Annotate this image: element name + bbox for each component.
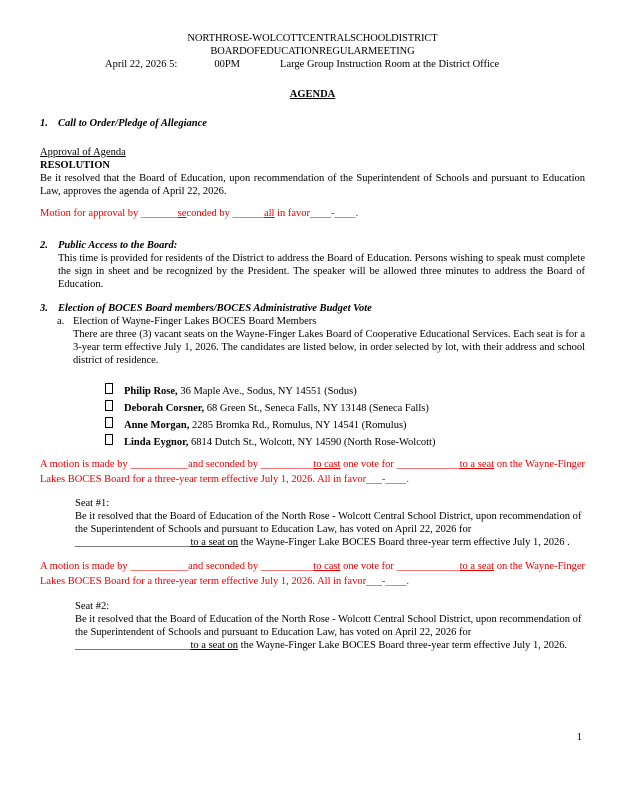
candidate-details: 2285 Bromka Rd., Romulus, NY 14541 (Romulus)	[189, 420, 407, 431]
motion-text: .	[406, 576, 409, 587]
motion-blank: ___________	[130, 561, 189, 572]
motion-text: Motion for approval by	[40, 208, 141, 219]
public-access-text: This time is provided for residents of the District to address the Board of Education. Persons wishing to speak must complete the sign in sheet and be recognized by the President. The speaker will be allowed three minutes to address the Board of Education.	[58, 253, 585, 290]
agenda-title: AGENDA	[289, 89, 336, 100]
candidate-row	[105, 383, 585, 400]
motion-text: A motion is made by	[40, 459, 131, 470]
agenda-title-row	[40, 88, 585, 101]
section-1-number: 1.	[40, 118, 48, 129]
motion-blank: ______	[232, 208, 264, 219]
motion-blank: ___________	[130, 459, 189, 470]
seat-2-heading: Seat #2:	[75, 601, 110, 612]
section-3a-letter: a.	[57, 316, 65, 327]
resolution-label: RESOLUTION	[40, 160, 111, 171]
motion-text: and seconded by	[188, 561, 261, 572]
seat-2-block	[75, 600, 585, 652]
candidate-name: Philip Rose,	[124, 386, 178, 397]
missing-glyph-bullet-icon	[105, 383, 113, 394]
approval-of-agenda-block	[40, 146, 585, 198]
motion-text: to a seat	[459, 561, 495, 572]
seat-1-heading: Seat #1:	[75, 498, 110, 509]
seat-1-block	[75, 497, 585, 549]
seat-1-resolution-text: to a seat on	[190, 537, 239, 548]
candidate-details: 36 Maple Ave., Sodus, NY 14551 (Sodus)	[177, 386, 357, 397]
motion-blank: ___-____	[366, 474, 407, 485]
candidate-details: 6814 Dutch St., Wolcott, NY 14590 (North Rose-Wolcott)	[188, 437, 436, 448]
seat-2-resolution-text: the Wayne-Finger Lake BOCES Board three-year term effective July 1, 2026.	[238, 640, 568, 651]
candidate-name: Deborah Corsner,	[124, 403, 205, 414]
section-3-title: Election of BOCES Board members/BOCES Administrative Budget Vote	[58, 303, 372, 314]
election-intro-text: There are three (3) vacant seats on the Wayne-Finger Lakes Board of Cooperative Educational Services. Each seat is for a 3-year term effective July 1, 2026. The candidates are listed below, in order selected by lot, with their address and school district of residence.	[73, 329, 585, 366]
seat-1-blank: ______________________	[75, 537, 191, 548]
motion-boces-line-2	[40, 559, 585, 589]
motion-blank: ____-____	[310, 208, 356, 219]
seat-2-blank: ______________________	[75, 640, 191, 651]
header-location: Large Group Instruction Room at the District Office	[280, 59, 500, 70]
motion-text: .	[355, 208, 359, 219]
candidate-row	[105, 417, 585, 434]
motion-text: to cast	[313, 459, 341, 470]
motion-text: A motion is made by	[40, 561, 131, 572]
section-2-number: 2.	[40, 240, 48, 251]
seat-1-resolution-text: the Wayne-Finger Lake BOCES Board three-year term effective July 1, 2026 .	[238, 537, 570, 548]
seat-2-resolution-text: Be it resolved that the Board of Education of the North Rose - Wolcott Central School District, upon recommendation of the Superintendent of Schools and pursuant to Education Law, has voted on April 22, 2026 for	[75, 614, 582, 638]
motion-blank: ____________	[396, 459, 460, 470]
section-3a-title: Election of Wayne-Finger Lakes BOCES Board Members	[73, 316, 317, 327]
motion-text: all	[263, 208, 275, 219]
header-time: 00PM	[214, 59, 241, 70]
motion-blank: ____________	[396, 561, 460, 572]
candidate-name: Linda Eygnor,	[124, 437, 189, 448]
section-2-title: Public Access to the Board:	[58, 240, 178, 251]
section-1-heading	[40, 117, 585, 130]
section-3a-heading	[57, 315, 585, 328]
motion-text: and seconded by	[188, 459, 261, 470]
candidate-name: Anne Morgan,	[124, 420, 190, 431]
seat-1-text	[75, 510, 585, 549]
motion-blank: ___-____	[366, 576, 407, 587]
resolution-text: Be it resolved that the Board of Education, upon recommendation of the Superintendent of Schools and pursuant to Education Law, approves the agenda of April 22, 2026.	[40, 173, 585, 197]
approval-heading: Approval of Agenda	[40, 147, 126, 158]
section-1-title: Call to Order/Pledge of Allegiance	[58, 118, 207, 129]
motion-blank: __________	[260, 459, 314, 470]
candidate-details: 68 Green St., Seneca Falls, NY 13148 (Seneca Falls)	[204, 403, 429, 414]
motion-text: to a seat	[459, 459, 495, 470]
motion-text: one vote for	[340, 459, 397, 470]
header-district-line: NORTH ROSE-WOLCOTT CENTRAL SCHOOL DISTRICT	[187, 33, 438, 44]
header-meeting-line: BOARD OF EDUCATION REGULAR MEETING	[210, 46, 415, 57]
missing-glyph-bullet-icon	[105, 434, 113, 445]
motion-text: .	[406, 474, 409, 485]
motion-text: on the Wayne-Finger Lakes BOCES Board for a three-year term effective July 1, 2026. All in favor	[40, 459, 585, 485]
section-3-heading	[40, 302, 585, 315]
motion-approval-line	[40, 206, 585, 221]
section-3-number: 3.	[40, 303, 48, 314]
candidate-list	[105, 383, 585, 451]
seat-2-text	[75, 613, 585, 652]
missing-glyph-bullet-icon	[105, 417, 113, 428]
motion-text: conded by	[186, 208, 233, 219]
motion-text: one vote for	[340, 561, 397, 572]
missing-glyph-bullet-icon	[105, 400, 113, 411]
candidate-row	[105, 400, 585, 417]
motion-text: se	[177, 208, 187, 219]
seat-2-resolution-text: to a seat on	[190, 640, 239, 651]
header-date-line	[40, 58, 585, 71]
motion-text: to cast	[313, 561, 341, 572]
section-2-heading	[40, 239, 585, 252]
motion-boces-line-1	[40, 457, 585, 487]
seat-1-resolution-text: Be it resolved that the Board of Education of the North Rose - Wolcott Central School District, upon recommendation of the Superintendent of Schools and pursuant to Education Law, has voted on April 22, 2026 for	[75, 511, 582, 535]
candidate-row	[105, 434, 585, 451]
motion-text: on the Wayne-Finger Lakes BOCES Board for a three-year term effective July 1, 2026. All in favor	[40, 561, 585, 587]
motion-blank: _______	[140, 208, 178, 219]
header-date: April 22, 2026 5:	[105, 59, 178, 70]
motion-text: in favor	[274, 208, 311, 219]
motion-blank: __________	[260, 561, 314, 572]
page-number: 1	[576, 731, 582, 743]
